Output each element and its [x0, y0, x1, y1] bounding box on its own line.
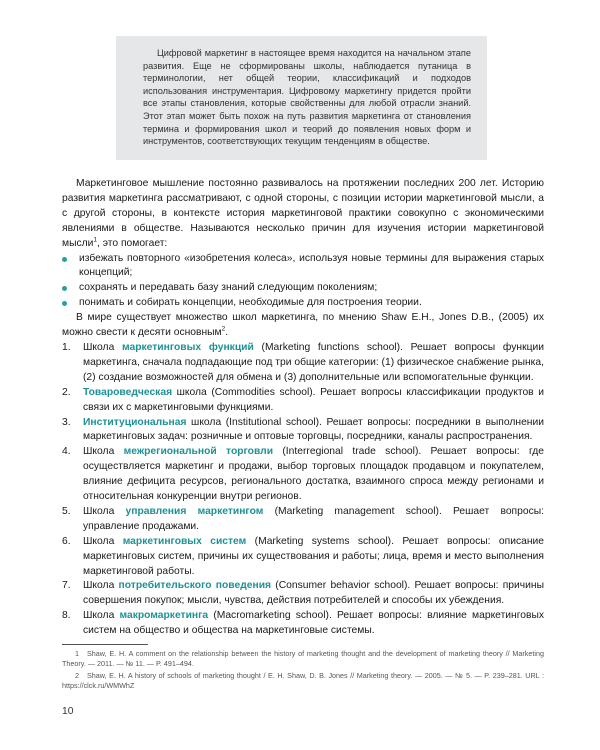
list-item	[62, 579, 544, 609]
footnote-text: Shaw, E. H. A history of schools of marketing thought / E. H. Shaw, D. B. Jones // Marketing theory. — 2005. — № 5. — P. 239–281. URL : https://clck.ru/WMWhZ	[62, 670, 544, 691]
item-number: 6.	[62, 535, 71, 547]
item-post: (Macromarketing school). Решает вопросы: влияние маркетинговых систем на общество и общества на маркетинговые системы.	[83, 610, 545, 637]
bullet-text: избежать повторного «изобретения колеса», используя новые термины для выражения старых концепций;	[79, 252, 544, 279]
item-pre: Школа	[83, 446, 124, 458]
bullet-list	[62, 252, 544, 312]
item-pre: Школа	[83, 505, 126, 517]
school-name: потребительского поведения	[118, 580, 272, 592]
school-name: макромаркетинга	[119, 610, 209, 622]
callout-box	[116, 36, 487, 160]
footnote	[62, 649, 544, 670]
item-post: (Consumer behavior school). Решает вопросы: причины совершения покупок; мысли, чувства, действия потребителей и способы их убеждения.	[83, 580, 544, 607]
schools-list	[62, 341, 544, 639]
list-item	[62, 252, 544, 282]
footnotes	[62, 649, 544, 693]
list-item	[62, 505, 544, 535]
item-post: (Marketing management school). Решает вопросы: управление продажами.	[83, 505, 544, 532]
bullet-icon	[62, 286, 67, 291]
schools-intro-paragraph	[62, 311, 544, 341]
item-pre: Школа	[83, 580, 119, 592]
item-pre: Школа	[83, 341, 123, 353]
intro-tail: , это помогает:	[97, 237, 168, 249]
footnote-number: 2	[75, 670, 79, 680]
item-post: (Marketing functions school). Решает вопросы функции маркетинга, сначала подпадающие под три общие категории: (1) физическое снабжение рынка, (2) создание возможностей для обмена и (3) дополнительные или вспомогательные функции.	[83, 341, 545, 383]
school-name: маркетинговых систем	[122, 535, 247, 547]
list-item	[62, 535, 544, 580]
footnote	[62, 671, 544, 692]
item-number: 4.	[62, 446, 71, 458]
school-name: Институциональная	[83, 416, 187, 428]
bullet-icon	[62, 257, 67, 262]
schools-intro-text: В мире существует множество школ маркетинга, по мнению Shaw E.H., Jones D.B., (2005) их можно свести к десяти основным	[62, 312, 544, 339]
item-number: 3.	[62, 416, 71, 428]
list-item	[62, 296, 544, 311]
school-name: управления маркетингом	[125, 505, 264, 517]
bullet-text: сохранять и передавать базу знаний следующим поколениям;	[79, 282, 378, 294]
item-pre: Школа	[83, 535, 123, 547]
list-item	[62, 609, 544, 639]
item-post: школа (Commodities school). Решает вопросы классификации продуктов и связи их с маркетинговыми функциями.	[83, 386, 544, 413]
item-post: (Interregional trade school). Решает вопросы: где осуществляется маркетинг и продажи, выбор торговых площадок продавцом и покупателем, влияние дефицита ресурсов, регионального достатка, взаимного спроса между регионами и относительная конкуренции внутри регионов.	[83, 446, 544, 503]
list-item	[62, 386, 544, 416]
footnote-divider	[62, 644, 148, 645]
intro-paragraph	[62, 177, 544, 252]
intro-text: Маркетинговое мышление постоянно развивалось на протяжении последних 200 лет. Историю развития маркетинга рассматривают, с одной стороны, с позиции истории маркетинговой мысли, а с другой стороны, в контексте история маркетинговой практики совокупно с экономическими явлениями в обществе. Называются несколько причин для изучения истории маркетинговой мысли	[62, 178, 544, 249]
bullet-text: понимать и собирать концепции, необходимые для построения теории.	[79, 297, 422, 309]
school-name: Товароведческая	[83, 386, 173, 398]
list-item	[62, 281, 544, 296]
item-number: 5.	[62, 505, 71, 517]
list-item	[62, 445, 544, 505]
item-post: (Marketing systems school). Решает вопросы: описание маркетинговых систем, причины их существования и работы; лица, время и место выполнения маркетинговой работы.	[83, 535, 544, 577]
item-pre: Школа	[83, 610, 120, 622]
footnote-text: Shaw, E. H. A comment on the relationship between the history of marketing thought and the development of marketing theory // Marketing Theory. — 2011. — № 11. — P. 491–494.	[62, 649, 544, 669]
footnote-ref-1[interactable]: 1	[93, 236, 98, 244]
school-name: маркетинговых функций	[122, 341, 254, 353]
footnote-number: 1	[75, 649, 79, 658]
item-number: 8.	[62, 610, 71, 622]
main-text	[62, 177, 544, 639]
footnote-ref-2[interactable]: 2	[221, 325, 226, 333]
schools-intro-tail: .	[225, 327, 229, 339]
callout-text: Цифровой маркетинг в настоящее время находится на начальном этапе развития. Еще не сформированы школы, наблюдается путаница в терминологии, нет общей теории, классификаций и подходов использования инструментария. Цифровому маркетингу придется пройти все этапы становления, которые свойственны для любой отрасли знаний. Этот этап может быть похож на путь развития маркетинга от становления термина и формирования школ и теорий до появления новых форм и инструментов, соответствующих текущим тенденциям в обществе.	[143, 48, 471, 147]
item-post: школа (Institutional school). Решает вопросы: посредники в выполнении маркетинговых задач: розничные и оптовые торговцы, посредники, каналы распространения.	[83, 416, 544, 443]
item-number: 7.	[62, 580, 71, 592]
item-number: 2.	[62, 386, 71, 398]
list-item	[62, 416, 544, 446]
school-name: межрегиональной торговли	[123, 446, 274, 458]
bullet-icon	[62, 301, 67, 306]
item-number: 1.	[62, 341, 71, 353]
list-item	[62, 341, 544, 386]
page-number: 10	[62, 706, 74, 717]
